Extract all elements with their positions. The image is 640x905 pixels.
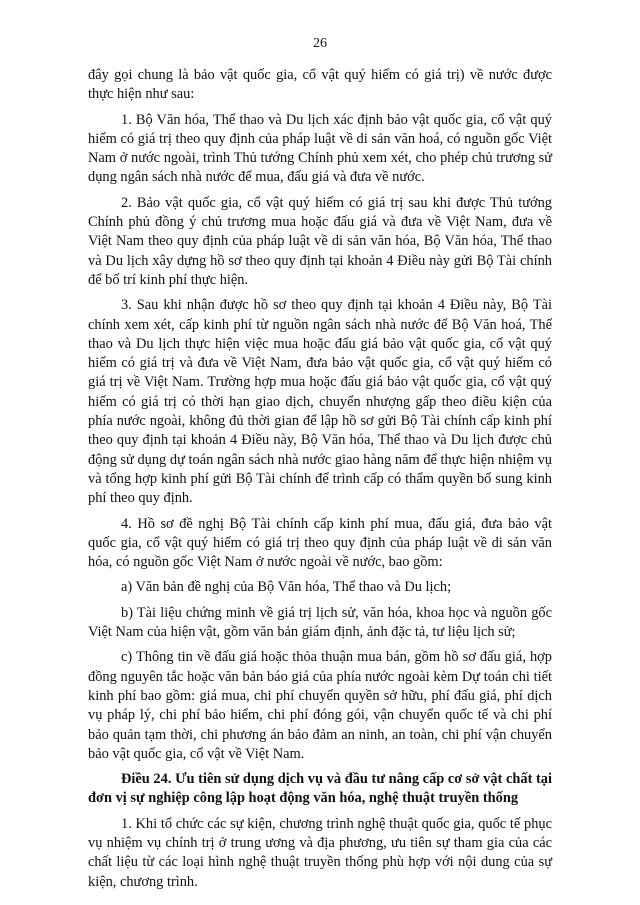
document-body [88,66,552,898]
paragraph-point-b: b) Tài liệu chứng minh về giá trị lịch sử, văn hóa, khoa học và nguồn gốc Việt Nam của hiện vật, gồm văn bản giám định, ảnh đặc tả, tư liệu lịch sử; [88,604,552,641]
paragraph-clause-1: 1. Bộ Văn hóa, Thể thao và Du lịch xác định bảo vật quốc gia, cổ vật quý hiếm có giá trị theo quy định của pháp luật về di sản văn hoá, có nguồn gốc Việt Nam ở nước ngoài, trình Thủ tướng Chính phủ xem xét, cho phép chủ trương sử dụng ngân sách nhà nước để mua, đấu giá và đưa về nước. [88,111,552,186]
page-number: 26 [313,36,327,51]
paragraph-clause-2: 2. Bảo vật quốc gia, cổ vật quý hiếm có giá trị sau khi được Thủ tướng Chính phủ đồng ý chủ trương mua hoặc đấu giá và đưa về Việt Nam, đưa về Việt Nam theo quy định của pháp luật về di sản văn hóa, Bộ Văn hóa, Thể thao và Du lịch xây dựng hồ sơ theo quy định tại khoản 4 Điều này gửi Bộ Tài chính để bố trí kinh phí thực hiện. [88,194,552,288]
paragraph-point-c: c) Thông tin về đấu giá hoặc thỏa thuận mua bán, gồm hồ sơ đấu giá, hợp đồng nguyên tắc hoặc văn bản báo giá của phía nước ngoài kèm Dự toán chi tiết kinh phí bao gồm: giá mua, chi phí chuyển quyền sở hữu, phí đấu giá, phí dịch vụ pháp lý, chi phí bảo hiểm, chi phí đóng gói, vận chuyển quốc tế và chi phí bảo quản tạm thời, chi phương án bảo đảm an ninh, an toàn, chi phí vận chuyển bảo vật quốc gia, cổ vật về Việt Nam. [88,649,552,762]
paragraph-continuation: đây gọi chung là bảo vật quốc gia, cổ vật quý hiếm có giá trị) về nước được thực hiện như sau: [88,67,552,103]
paragraph-clause-4: 4. Hồ sơ đề nghị Bộ Tài chính cấp kinh phí mua, đấu giá, đưa bảo vật quốc gia, cổ vật quý hiếm có giá trị theo quy định của pháp luật về di sản văn hóa, có nguồn gốc Việt Nam ở nước ngoài về nước, bao gồm: [88,515,552,571]
paragraph-point-a: a) Văn bản đề nghị của Bộ Văn hóa, Thể thao và Du lịch; [121,579,452,596]
paragraph-clause-3: 3. Sau khi nhận được hồ sơ theo quy định tại khoản 4 Điều này, Bộ Tài chính xem xét, cấp kinh phí từ nguồn ngân sách nhà nước để Bộ Văn hoá, Thể thao và Du lịch thực hiện việc mua hoặc đấu giá bảo vật quốc gia, cổ vật quý hiếm có giá trị và đưa về Việt Nam, đưa bảo vật quốc gia, cổ vật quý hiếm có giá trị về Việt Nam. Trường hợp mua hoặc đấu giá bảo vật quốc gia, cổ vật quý hiếm có giá trị có thời hạn giao dịch, chuyển nhượng gấp theo điều kiện của phía nước ngoài, không đủ thời gian để lập hồ sơ gửi Bộ Tài chính cấp kinh phí theo quy định tại khoản 4 Điều này, Bộ Văn hóa, Thể thao và Du lịch được chủ động sử dụng dự toán ngân sách nhà nước giao hàng năm để thực hiện nhiệm vụ và tổng hợp kinh phí gửi Bộ Tài chính để trình cấp có thẩm quyền bổ sung kinh phí theo quy định. [88,297,552,507]
article-paragraph-1: 1. Khi tổ chức các sự kiện, chương trình nghệ thuật quốc gia, quốc tế phục vụ nhiệm vụ chính trị ở trung ương và địa phương, ưu tiên sự tham gia của các chất liệu từ các loại hình nghệ thuật truyền thống phù hợp với nội dung của sự kiện, chương trình. [88,815,552,890]
article-heading: Điều 24. Ưu tiên sử dụng dịch vụ và đầu tư nâng cấp cơ sở vật chất tại đơn vị sự nghiệp công lập hoạt động văn hóa, nghệ thuật truyền thống [88,771,552,807]
